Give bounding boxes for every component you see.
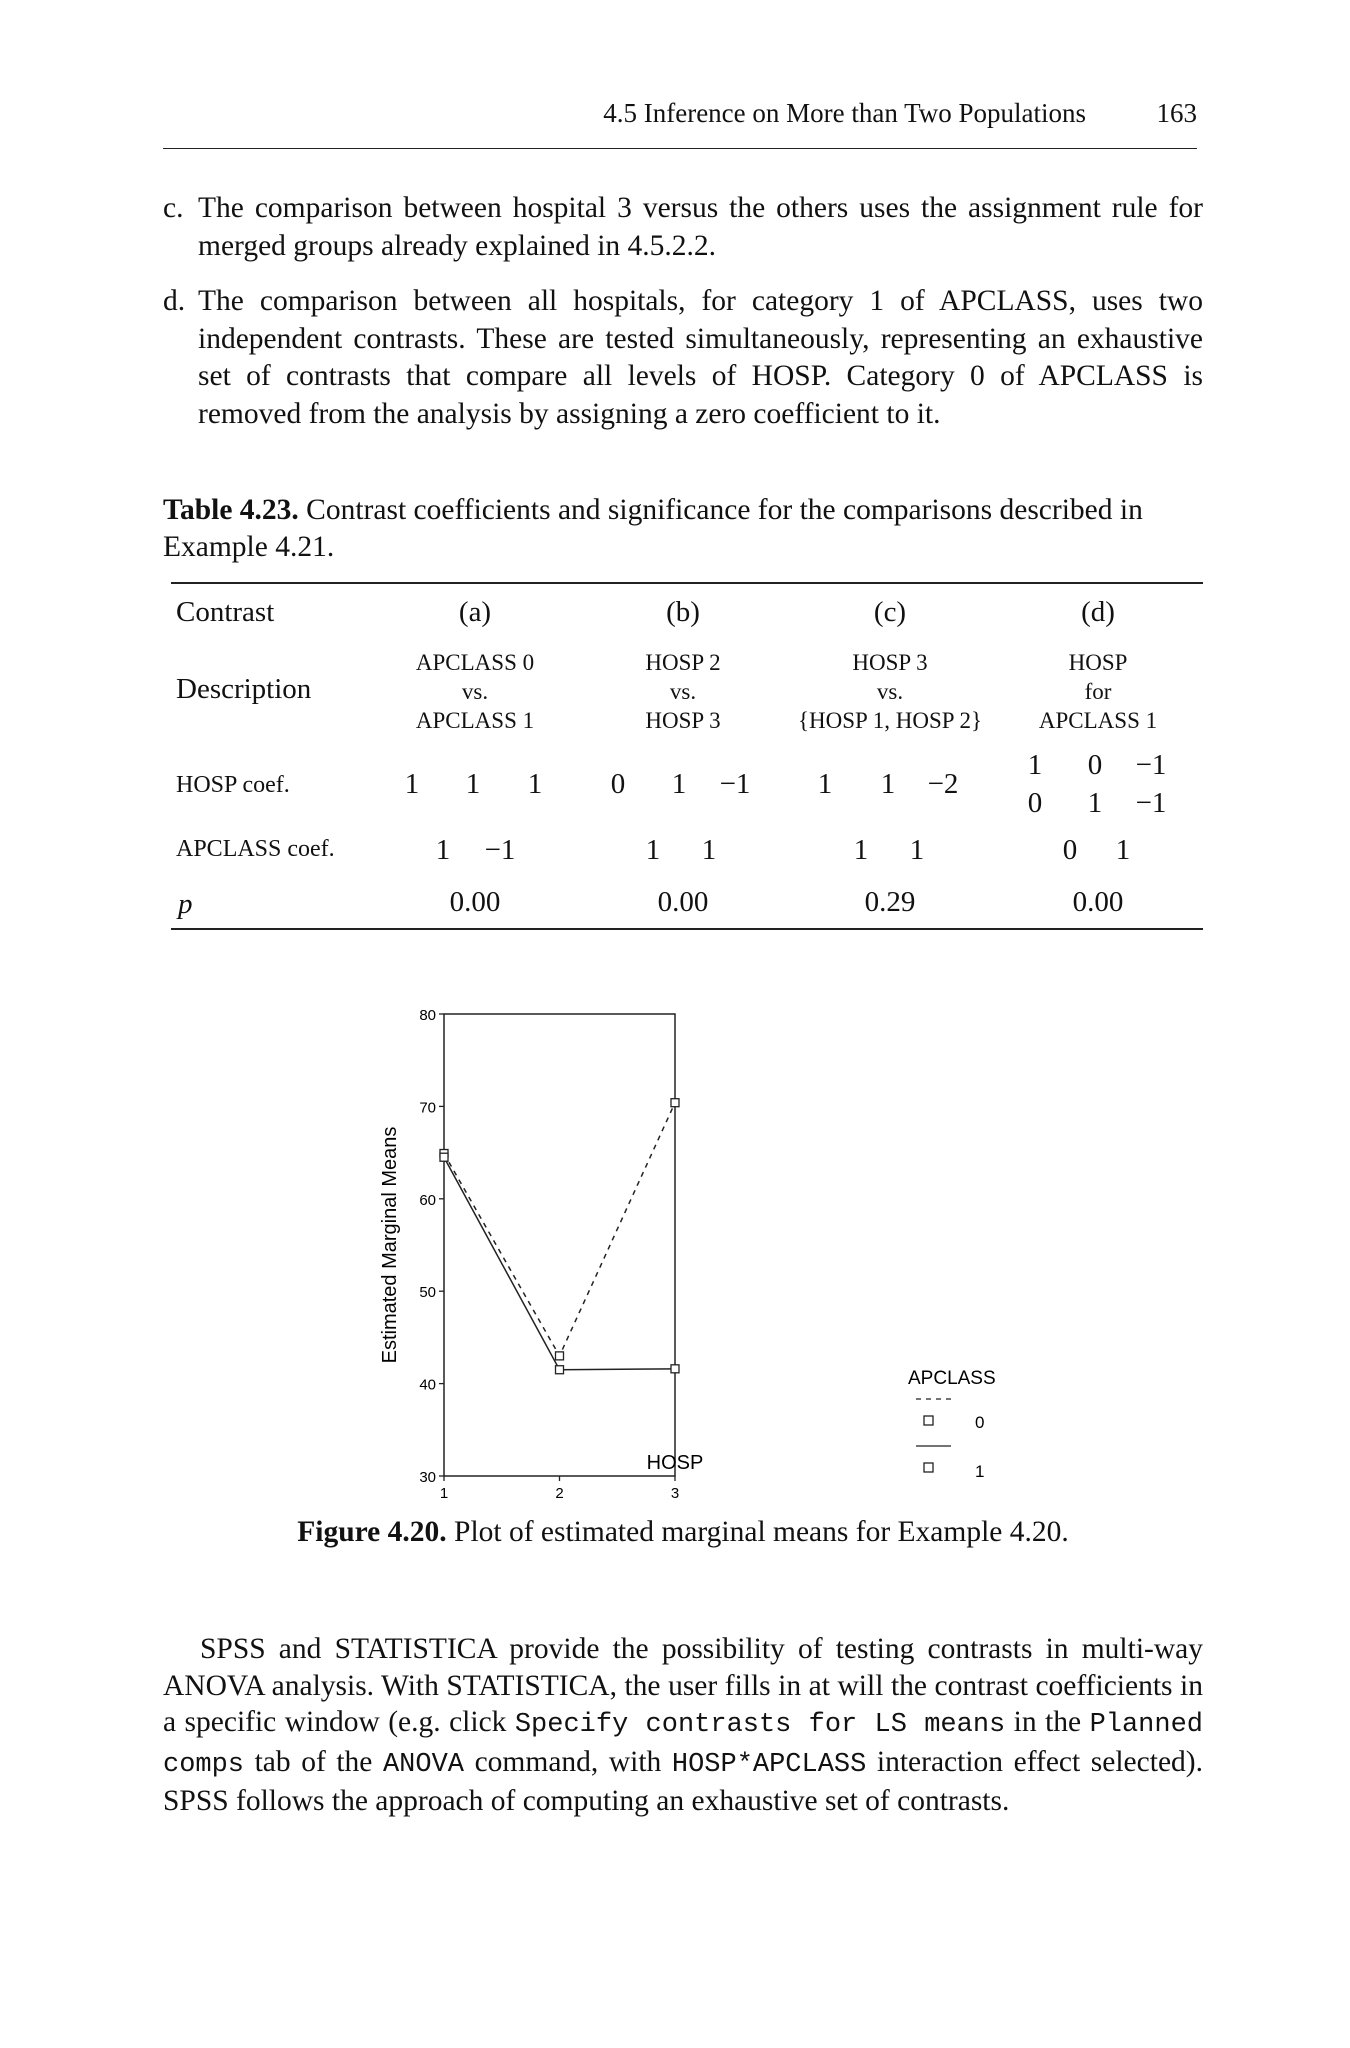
p-value-d: 0.00	[1072, 886, 1124, 918]
data-point-marker	[671, 1365, 679, 1373]
figure-caption	[163, 1516, 1203, 1549]
description-b	[563, 648, 803, 735]
description-line: APCLASS 1	[415, 708, 535, 733]
hosp-coef-cell: 0	[1027, 787, 1043, 819]
hosp-coef-cell: −1	[1135, 749, 1167, 781]
paragraph-text: interaction effect selected). SPSS follows the approach of computing an exhaustive set of contrasts.	[163, 1745, 1203, 1817]
figure-caption-label: Figure 4.20.	[297, 1516, 447, 1548]
p-value-a: 0.00	[449, 886, 501, 918]
legend-title: APCLASS	[908, 1368, 996, 1389]
column-header-c: (c)	[873, 596, 907, 628]
hosp-coef-cell: 1	[671, 768, 687, 800]
description-line: vs.	[461, 679, 489, 704]
legend-marker-1	[924, 1463, 933, 1472]
apclass-coef-cell: 1	[1115, 834, 1131, 866]
hosp-coef-cell: 1	[404, 768, 420, 800]
y-tick-label: 60	[419, 1191, 436, 1209]
y-axis-label: Estimated Marginal Means	[379, 1126, 401, 1364]
body-paragraph	[163, 1631, 1203, 1820]
running-header-title: 4.5 Inference on More than Two Populations	[603, 98, 1086, 128]
hosp-coef-cell: 0	[1087, 749, 1103, 781]
series-line-0	[444, 1103, 675, 1356]
code-anova: ANOVA	[382, 1749, 464, 1780]
paragraph-text: in the	[1005, 1706, 1090, 1738]
description-line: vs.	[876, 679, 904, 704]
description-line: for	[1084, 679, 1112, 704]
code-planned-comps: Planned comps	[163, 1710, 1203, 1780]
code-specify-contrasts: Specify contrasts for LS means	[514, 1710, 1006, 1740]
hosp-coef-cell: 1	[817, 768, 833, 800]
column-header-d: (d)	[1081, 596, 1115, 628]
hosp-coef-cell: 1	[465, 768, 481, 800]
column-header-b: (b)	[666, 596, 700, 628]
apclass-coef-cell: −1	[484, 834, 516, 866]
paragraph-text: command, with	[464, 1745, 672, 1778]
paragraph-text: tab of the	[244, 1745, 383, 1778]
x-tick-label: 1	[439, 1485, 449, 1502]
series-group	[440, 1099, 679, 1374]
list-item-d	[163, 283, 1203, 433]
hosp-coef-cell: 0	[610, 768, 626, 800]
hosp-coef-cell: 1	[527, 768, 543, 800]
table-bottom-rule	[171, 928, 1203, 930]
description-line: HOSP 3	[852, 650, 928, 675]
y-tick-label: 40	[419, 1376, 436, 1394]
row-label-contrast: Contrast	[176, 596, 275, 628]
apclass-coef-cell: 1	[435, 834, 451, 866]
y-tick-label: 50	[419, 1284, 436, 1302]
apclass-coef-cell: 1	[701, 834, 717, 866]
p-value-c: 0.29	[864, 886, 916, 918]
apclass-coef-cell: 1	[853, 834, 869, 866]
x-tick-label: 2	[555, 1485, 564, 1502]
series-line-1	[444, 1157, 675, 1370]
legend-entry-0: 0	[975, 1413, 985, 1432]
y-tick-label: 80	[419, 1007, 436, 1024]
hosp-coef-cell: −1	[1135, 787, 1167, 819]
hosp-coef-cell: 1	[880, 768, 896, 800]
axes-group	[419, 1007, 679, 1502]
description-c	[770, 648, 1010, 735]
y-tick-label: 70	[419, 1099, 436, 1117]
p-value-b: 0.00	[657, 886, 709, 918]
code-hosp-apclass: HOSP*APCLASS	[671, 1749, 867, 1780]
apclass-coef-cell: 1	[909, 834, 925, 866]
list-item-label: d.	[163, 285, 186, 317]
x-axis-label: HOSP	[646, 1452, 704, 1474]
description-d	[978, 648, 1218, 735]
list-item-label: c.	[163, 192, 184, 224]
figure-caption-text: Plot of estimated marginal means for Example 4.20.	[446, 1516, 1069, 1548]
data-point-marker	[440, 1153, 448, 1161]
data-point-marker	[556, 1366, 564, 1374]
page-number: 163	[1156, 98, 1197, 128]
description-line: {HOSP 1, HOSP 2}	[798, 708, 982, 733]
table-caption-label: Table 4.23.	[163, 494, 299, 526]
description-line: APCLASS 1	[1038, 708, 1158, 733]
data-point-marker	[671, 1099, 679, 1107]
row-label-apclass-coef: APCLASS coef.	[176, 836, 335, 862]
legend-marker-0	[924, 1416, 933, 1425]
y-tick-label: 30	[419, 1469, 436, 1486]
list-item-c	[163, 190, 1203, 265]
hosp-coef-cell: −1	[719, 768, 751, 800]
row-label-description: Description	[176, 673, 312, 705]
row-label-p: p	[178, 888, 193, 920]
column-header-a: (a)	[458, 596, 492, 628]
description-line: APCLASS 0	[415, 650, 535, 675]
x-tick-label: 3	[670, 1485, 680, 1502]
list-item-text: The comparison between hospital 3 versus the others uses the assignment rule for merged groups already explained in 4.5.2.2.	[198, 192, 1203, 262]
row-label-hosp-coef: HOSP coef.	[176, 772, 290, 798]
hosp-coef-cell: 1	[1027, 749, 1043, 781]
description-line: HOSP 3	[645, 708, 721, 733]
list-item-text: The comparison between all hospitals, for category 1 of APCLASS, uses two independent contrasts. These are tested simultaneously, representing an exhaustive set of contrasts that compare all levels of HOSP. Category 0 of APCLASS is removed from the analysis by assigning a zero coefficient to it.	[198, 285, 1203, 430]
hosp-coef-cell: 1	[1087, 787, 1103, 819]
marginal-means-chart	[360, 1000, 1020, 1520]
description-line: HOSP	[1068, 650, 1128, 675]
table-top-rule	[171, 582, 1203, 584]
apclass-coef-cell: 1	[645, 834, 661, 866]
running-header	[163, 98, 1197, 149]
legend-entry-1: 1	[975, 1462, 985, 1481]
hosp-coef-cell: −2	[927, 768, 959, 800]
description-a	[355, 648, 595, 735]
apclass-coef-cell: 0	[1062, 834, 1078, 866]
description-line: HOSP 2	[645, 650, 721, 675]
table-caption	[163, 492, 1203, 566]
data-point-marker	[556, 1352, 564, 1360]
plot-frame	[444, 1014, 675, 1476]
paragraph-text: SPSS and STATISTICA provide the possibility of testing contrasts in multi-way ANOVA analysis. With STATISTICA, the user fills in at will the contrast coefficients in a specific window (e.g. click	[163, 1633, 1203, 1738]
description-line: vs.	[669, 679, 697, 704]
table-caption-text: Contrast coefficients and significance for the comparisons described in Example 4.21.	[163, 494, 1143, 563]
legend	[908, 1368, 996, 1481]
